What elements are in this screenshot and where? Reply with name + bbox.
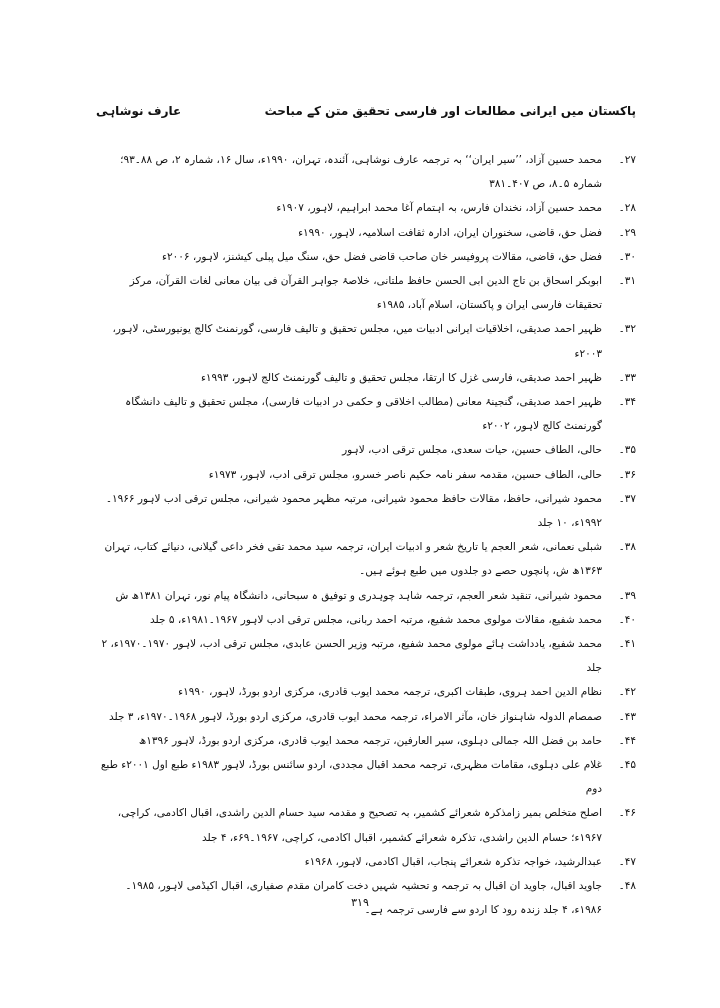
reference-entry	[96, 753, 636, 801]
reference-entry	[96, 148, 636, 196]
reference-number: ۲۹۔	[618, 226, 636, 239]
reference-entry	[96, 463, 636, 487]
reference-text: فضل حق، قاضی، سخنوران ایران، ادارہ ثقافت اسلامیہ، لاہور، ۱۹۹۰ء	[298, 226, 602, 239]
reference-number: ۲۷۔	[618, 154, 636, 166]
reference-number: ۴۸۔	[618, 880, 636, 893]
reference-entry	[96, 680, 636, 704]
reference-number: ۴۰۔	[618, 613, 636, 626]
reference-text: فضل حق، قاضی، مقالات پروفیسر خان صاحب قاضی فضل حق، سنگ میل پبلی کیشنز، لاہور، ۲۰۰۶ء	[162, 250, 602, 263]
reference-text: حامد بن فضل اللہ جمالی دہلوی، سیر العارفین، ترجمہ محمد ایوب قادری، مرکزی اردو بورڈ، لاہور ۱۳۹۶ھ	[138, 734, 602, 747]
reference-entry	[96, 269, 636, 317]
reference-number: ۴۵۔	[618, 759, 636, 772]
reference-number: ۳۶۔	[618, 468, 636, 481]
reference-number: ۳۰۔	[618, 250, 636, 263]
reference-number: ۳۳۔	[618, 371, 636, 384]
reference-entry	[96, 366, 636, 390]
reference-entry	[96, 535, 636, 583]
reference-entry	[96, 584, 636, 608]
reference-text: محمود شیرانی، تنقید شعر العجم، ترجمہ شاہد چوہدری و توفیق ہ سبحانی، دانشگاہ پیام نور، تہران ۱۳۸۱ھ ش	[115, 589, 602, 602]
reference-entry	[96, 196, 636, 220]
reference-text: غلام علی دہلوی، مقامات مظہری، ترجمہ محمد اقبال مجددی، اردو سائنس بورڈ، لاہور ۱۹۸۳ء طبع اول ۲۰۰۱ء طبع دوم	[100, 759, 602, 796]
reference-entry	[96, 390, 636, 438]
reference-entry	[96, 608, 636, 632]
reference-entry	[96, 317, 636, 365]
reference-entry	[96, 705, 636, 729]
reference-text: شبلی نعمانی، شعر العجم یا تاریخ شعر و ادبیات ایران، ترجمہ سید محمد تقی فخر داعی گیلانی، دنیائے کتاب، تہران ۱۳۶۳ھ ش، پانچوں حصے دو جلدوں میں طبع ہوئے ہیں۔	[104, 541, 602, 578]
reference-number: ۳۵۔	[618, 444, 636, 457]
reference-entry	[96, 632, 636, 680]
reference-entry	[96, 438, 636, 462]
reference-text: ظہیر احمد صدیقی، اخلاقیات ایرانی ادبیات میں، مجلس تحقیق و تالیف فارسی، گورنمنٹ کالج یونیورسٹی، لاہور، ۲۰۰۳ء	[112, 323, 602, 360]
reference-number: ۳۹۔	[618, 589, 636, 602]
reference-number: ۳۴۔	[618, 396, 636, 409]
reference-text: ابوبکر اسحاق بن تاج الدین ابی الحسن حافظ ملتانی، خلاصۂ جواہر القرآن فی بیان معانی لغات القرآن، مرکز تحقیقات فارسی ایران و پاکستان، اسلام آباد، ۱۹۸۵ء	[129, 275, 602, 312]
reference-text: محمد حسین آزاد، نخندان فارس، بہ اہتمام آغا محمد ابراہیم، لاہور، ۱۹۰۷ء	[276, 202, 602, 215]
reference-number: ۴۴۔	[618, 734, 636, 747]
reference-text: صمصام الدولہ شاہنواز خان، مآثر الامراء، ترجمہ محمد ایوب قادری، مرکزی اردو بورڈ، لاہور ۱۹۶۸۔۱۹۷۰ء، ۳ جلد	[108, 710, 602, 723]
reference-text: نظام الدین احمد ہروی، طبقات اکبری، ترجمہ محمد ایوب قادری، مرکزی اردو بورڈ، لاہور، ۱۹۹۰ء	[178, 686, 602, 699]
reference-number: ۴۳۔	[618, 710, 636, 723]
reference-text: محمد شفیع، یادداشت ہائے مولوی محمد شفیع، مرتبہ وزیر الحسن عابدی، مجلس ترقی ادب، لاہور ۱۹۷۰۔۱۹۷۰ء، ۲ جلد	[101, 638, 602, 675]
reference-text: حالی، الطاف حسین، مقدمہ سفر نامہ حکیم ناصر خسرو، مجلس ترقی ادب، لاہور، ۱۹۷۳ء	[208, 468, 602, 481]
header-title: پاکستان میں ایرانی مطالعات اور فارسی تحقیق متن کے مباحث	[264, 104, 636, 118]
reference-number: ۳۱۔	[618, 275, 636, 288]
reference-number: ۳۸۔	[618, 541, 636, 554]
reference-text: جاوید اقبال، جاوید ان اقبال بہ ترجمہ و تحشیہ شہیں دخت کامران مقدم صفیاری، اقبال اکیڈمی لاہور، ۱۹۸۵۔۱۹۸۶ء، ۴ جلد زندہ رود کا اردو سے فارسی ترجمہ ہے۔	[125, 880, 602, 917]
reference-number: ۳۷۔	[618, 492, 636, 505]
reference-text: عبدالرشید، خواجہ تذکرہ شعرائے پنجاب، اقبال اکادمی، لاہور، ۱۹۶۸ء	[304, 855, 602, 868]
header-author: عارف نوشاہی	[96, 104, 182, 118]
reference-number: ۴۶۔	[618, 807, 636, 820]
reference-text: محمود شیرانی، حافظ، مقالات حافظ محمود شیرانی، مرتبہ مظہر محمود شیرانی، مجلس ترقی ادب لاہور ۱۹۶۶۔۱۹۹۲ء، ۱۰ جلد	[105, 492, 602, 530]
reference-text: ظہیر احمد صدیقی، فارسی غزل کا ارتقا، مجلس تحقیق و تالیف گورنمنٹ کالج لاہور، ۱۹۹۳ء	[200, 371, 602, 384]
references-list	[96, 148, 636, 923]
reference-entry	[96, 221, 636, 245]
reference-number: ۲۸۔	[618, 202, 636, 215]
reference-number: ۴۱۔	[618, 638, 636, 651]
reference-entry	[96, 487, 636, 535]
page-number: ۳۱۹	[351, 896, 369, 909]
reference-text: حالی، الطاف حسین، حیات سعدی، مجلس ترقی ادب، لاہور	[342, 444, 602, 457]
reference-entry	[96, 801, 636, 849]
reference-entry	[96, 729, 636, 753]
running-header	[96, 104, 636, 126]
reference-text: محمد شفیع، مقالات مولوی محمد شفیع، مرتبہ احمد ربانی، مجلس ترقی ادب لاہور ۱۹۶۷۔۱۹۸۱ء، ۵ جلد	[150, 613, 602, 626]
reference-text: اصلح متخلص بمیر زامذکرہ شعرائے کشمیر، بہ تصحیح و مقدمہ سید حسام الدین راشدی، اقبال اکادمی، کراچی، ۱۹۶۷ء؛ حسام الدین راشدی، تذکرہ شعرائے کشمیر، اقبال اکادمی، کراچی، ۱۹۶۷۔۶۹ء، ۴ جلد	[117, 807, 602, 844]
reference-number: ۳۲۔	[618, 323, 636, 336]
reference-text: ظہیر احمد صدیقی، گنجینۂ معانی (مطالب اخلاقی و حکمی در ادبیات فارسی)، مجلس تحقیق و تالیف دانشگاہ گورنمنٹ کالج لاہور، ۲۰۰۲ء	[125, 396, 602, 433]
reference-entry	[96, 245, 636, 269]
reference-text: محمد حسین آزاد، ’’سیر ایران‘‘ بہ ترجمہ عارف نوشاہی، آئندہ، تہران، ۱۹۹۰ء، سال ۱۶، شمارہ ۲، ص ۸۸۔۹۳؛ شمارہ ۵۔۸، ص ۴۰۷۔۳۸۱	[120, 154, 602, 191]
reference-entry	[96, 850, 636, 874]
reference-number: ۴۲۔	[618, 686, 636, 699]
reference-number: ۴۷۔	[618, 855, 636, 868]
